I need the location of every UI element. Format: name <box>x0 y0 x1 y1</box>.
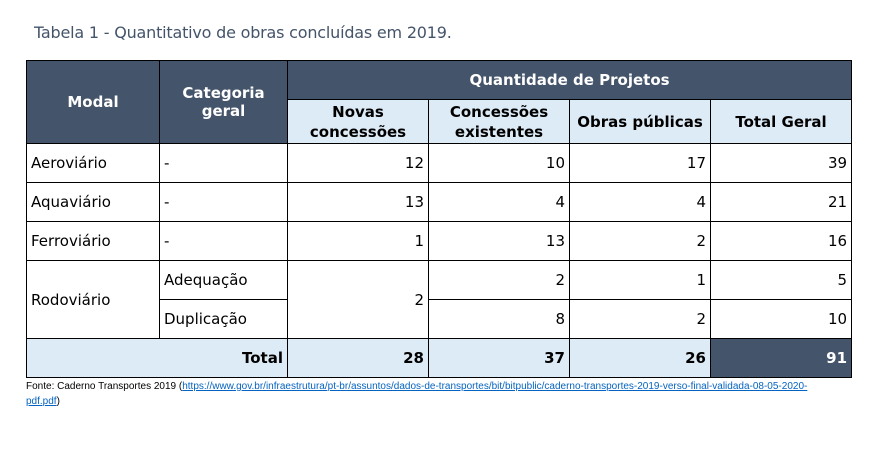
table-row <box>27 183 852 222</box>
cell-novas-merged: 2 <box>288 261 429 339</box>
cell-existentes: 13 <box>429 222 570 261</box>
cell-existentes: 10 <box>429 144 570 183</box>
cell-existentes: 4 <box>429 183 570 222</box>
header-existentes <box>429 100 570 144</box>
header-quantidade: Quantidade de Projetos <box>288 61 852 100</box>
cell-novas: 1 <box>288 222 429 261</box>
cell-categoria: Duplicação <box>160 300 288 339</box>
cell-categoria: - <box>160 183 288 222</box>
cell-categoria: Adequação <box>160 261 288 300</box>
header-categoria: Categoria geral <box>160 61 288 144</box>
cell-modal-rodoviario: Rodoviário <box>27 261 160 339</box>
total-novas: 28 <box>288 339 429 378</box>
header-novas-line1: Novas <box>332 102 384 121</box>
cell-total: 10 <box>711 300 852 339</box>
total-grand: 91 <box>711 339 852 378</box>
cell-categoria: - <box>160 222 288 261</box>
source-suffix: ) <box>56 396 60 407</box>
source-note <box>26 379 816 409</box>
table-row <box>27 144 852 183</box>
header-modal: Modal <box>27 61 160 144</box>
header-novas-line2: concessões <box>309 122 407 141</box>
cell-obras: 4 <box>570 183 711 222</box>
header-existentes-line1: Concessões <box>449 102 549 121</box>
table-caption: Tabela 1 - Quantitativo de obras concluídas em 2019. <box>34 23 452 42</box>
cell-total: 21 <box>711 183 852 222</box>
cell-obras: 2 <box>570 222 711 261</box>
source-prefix: Fonte: Caderno Transportes 2019 ( <box>26 381 183 392</box>
cell-total: 39 <box>711 144 852 183</box>
cell-total: 16 <box>711 222 852 261</box>
cell-modal: Aquaviário <box>27 183 160 222</box>
cell-obras: 1 <box>570 261 711 300</box>
cell-novas: 12 <box>288 144 429 183</box>
cell-existentes: 2 <box>429 261 570 300</box>
table-row <box>27 261 852 300</box>
cell-novas: 13 <box>288 183 429 222</box>
total-row <box>27 339 852 378</box>
header-novas <box>288 100 429 144</box>
cell-obras: 2 <box>570 300 711 339</box>
total-obras: 26 <box>570 339 711 378</box>
cell-modal: Aeroviário <box>27 144 160 183</box>
total-label: Total <box>27 339 288 378</box>
header-total-geral: Total Geral <box>711 100 852 144</box>
projects-table <box>26 60 852 378</box>
table-row <box>27 222 852 261</box>
cell-existentes: 8 <box>429 300 570 339</box>
cell-modal: Ferroviário <box>27 222 160 261</box>
total-existentes: 37 <box>429 339 570 378</box>
header-obras: Obras públicas <box>570 100 711 144</box>
header-existentes-line2: existentes <box>454 122 544 141</box>
cell-categoria: - <box>160 144 288 183</box>
cell-obras: 17 <box>570 144 711 183</box>
cell-total: 5 <box>711 261 852 300</box>
source-link[interactable]: https://www.gov.br/infraestrutura/pt-br/assuntos/dados-de-transportes/bit/bitpublic/caderno-transportes-2019-verso-final-validada-08-05-2020-pdf.pdf <box>26 381 808 407</box>
